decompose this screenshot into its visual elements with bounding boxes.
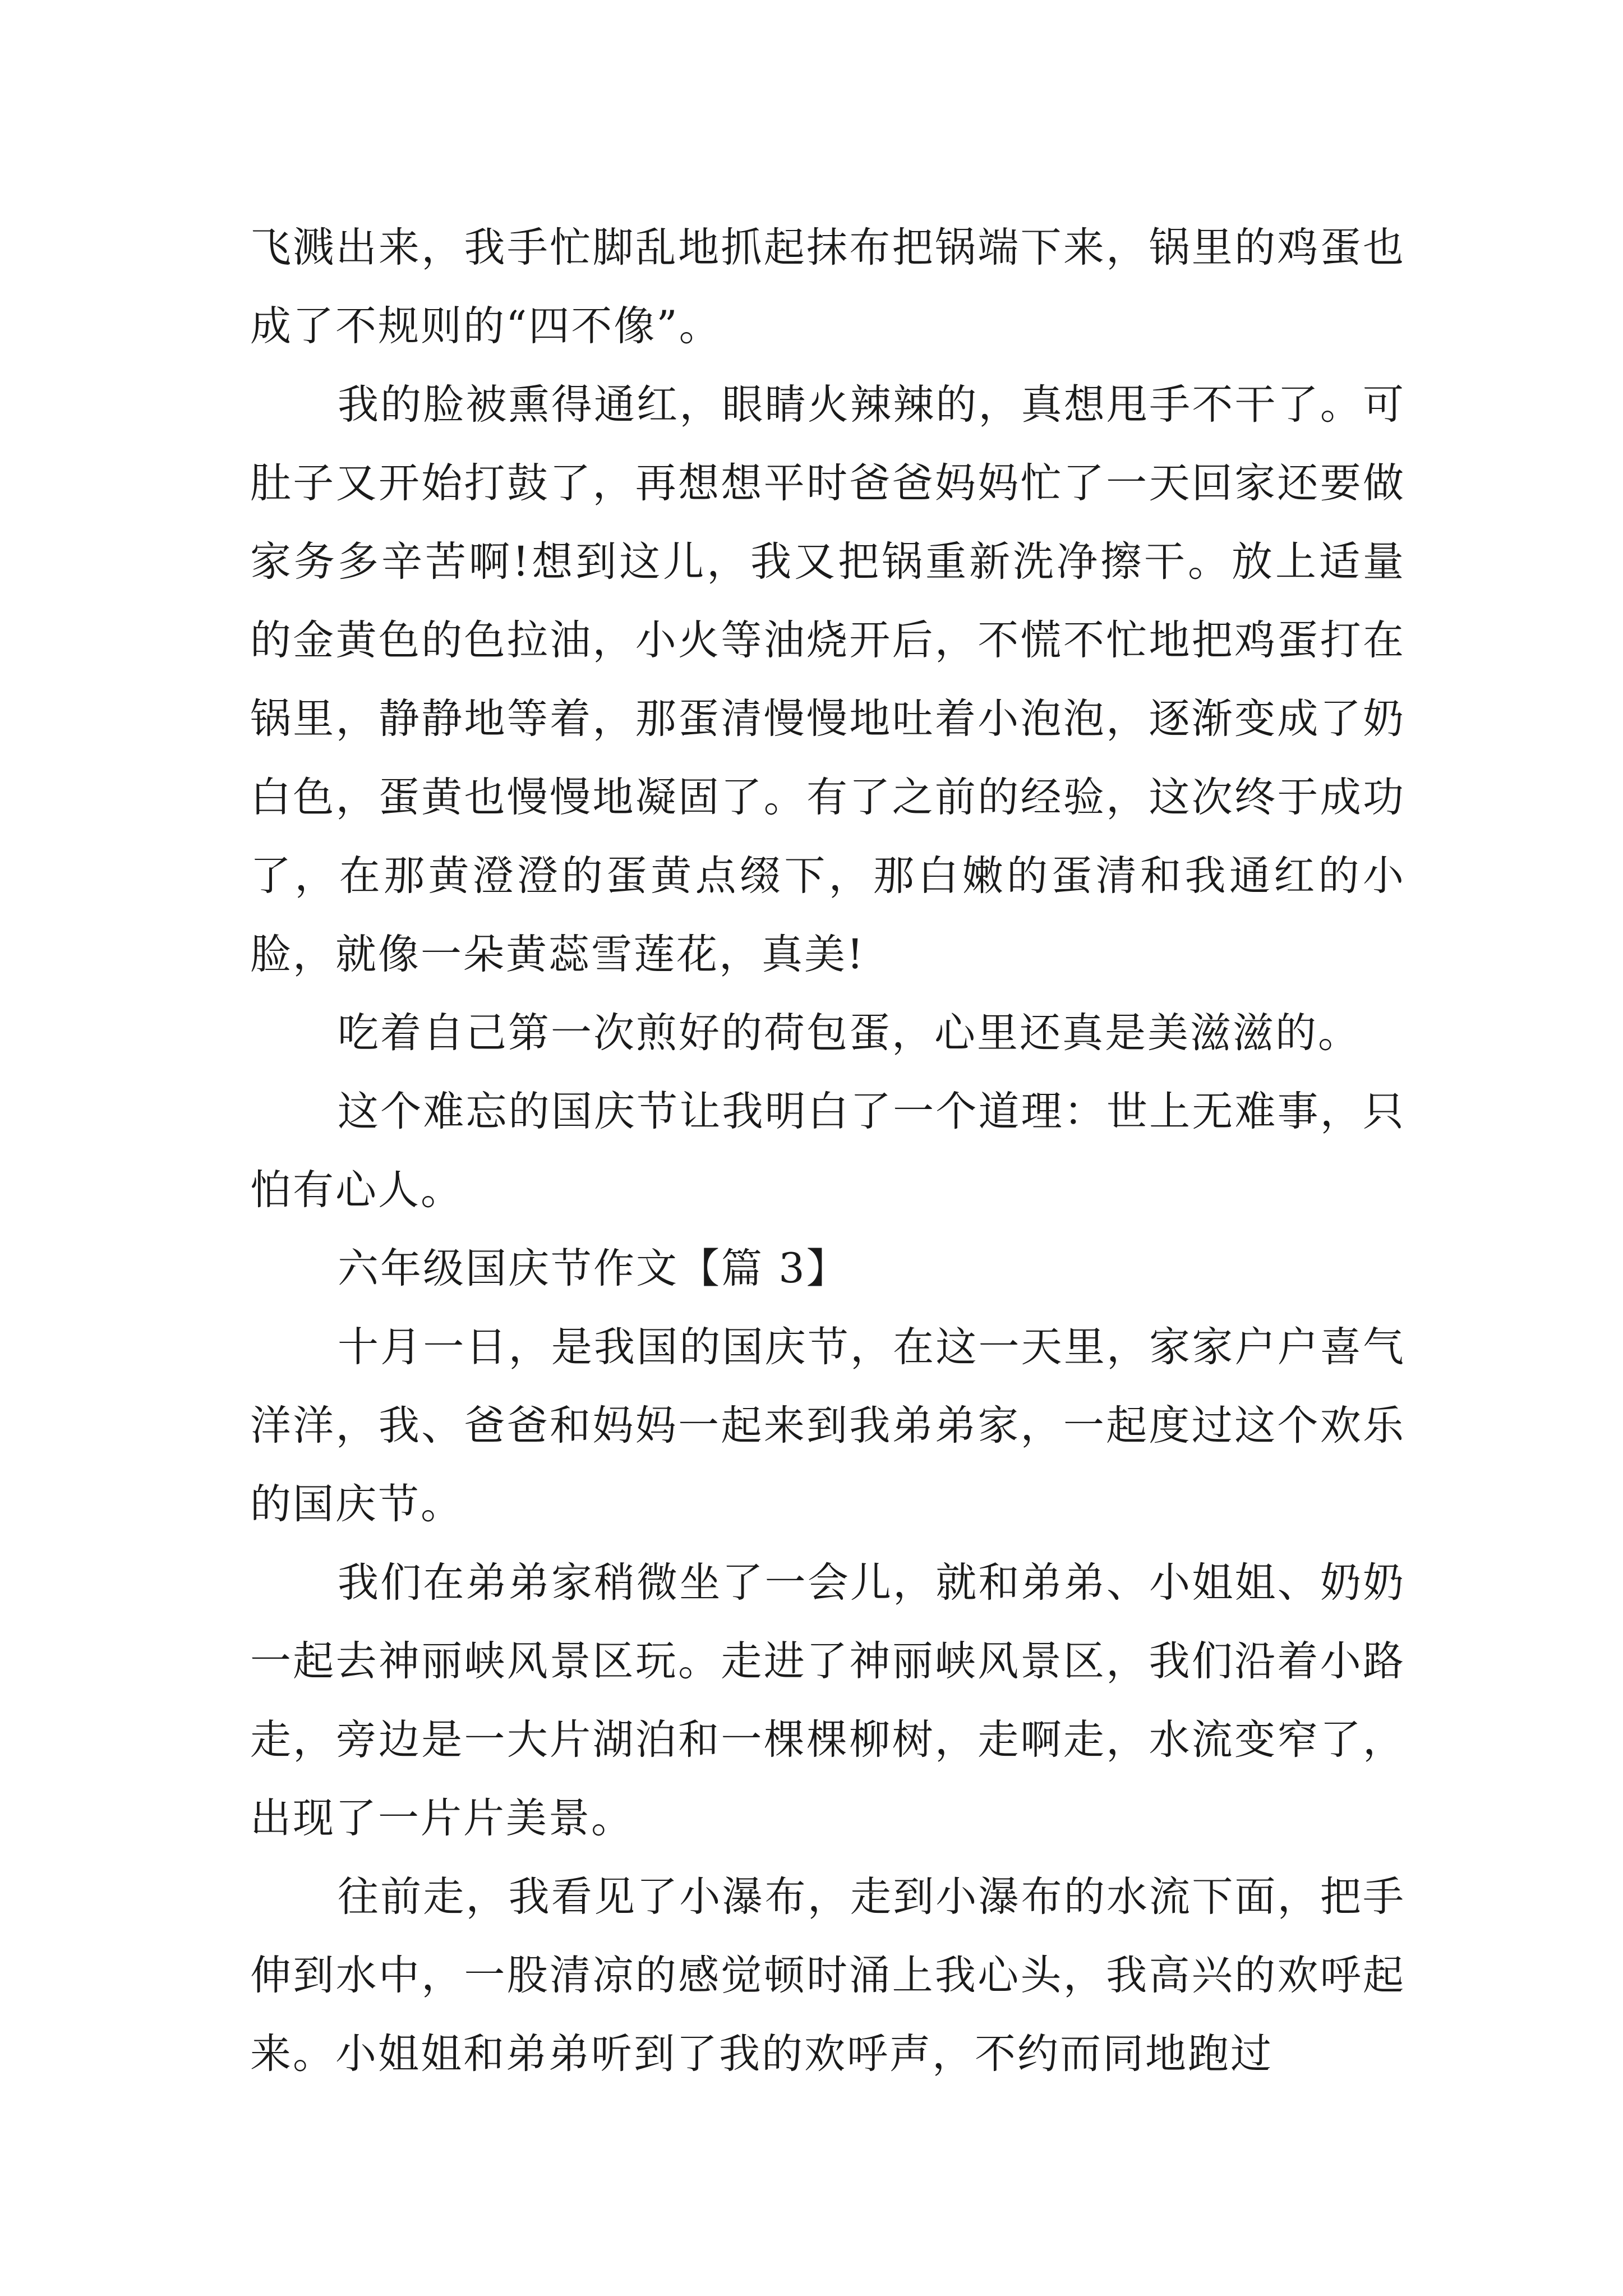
paragraph: 十月一日，是我国的国庆节，在这一天里，家家户户喜气洋洋，我、爸爸和妈妈一起来到我弟弟家，一起度过这个欢乐的国庆节。 bbox=[250, 1323, 1405, 1528]
paragraph-continued: 飞溅出来，我手忙脚乱地抓起抹布把锅端下来，锅里的鸡蛋也成了不规则的“四不像”。 bbox=[250, 224, 1405, 350]
paragraph: 吃着自己第一次煎好的荷包蛋，心里还真是美滋滋的。 bbox=[338, 1009, 1361, 1057]
paragraph: 往前走，我看见了小瀑布，走到小瀑布的水流下面，把手伸到水中，一股清凉的感觉顿时涌上我心头，我高兴的欢呼起来。小姐姐和弟弟听到了我的欢呼声，不约而同地跑过 bbox=[250, 1873, 1405, 2078]
paragraph: 我的脸被熏得通红，眼睛火辣辣的，真想甩手不干了。可肚子又开始打鼓了，再想想平时爸爸妈妈忙了一天回家还要做家务多辛苦啊!想到这儿，我又把锅重新洗净擦干。放上适量的金黄色的色拉油，小火等油烧开后，不慌不忙地把鸡蛋打在锅里，静静地等着，那蛋清慢慢地吐着小泡泡，逐渐变成了奶白色，蛋黄也慢慢地凝固了。有了之前的经验，这次终于成功了，在那黄澄澄的蛋黄点缀下，那白嫩的蛋清和我通红的小脸，就像一朵黄蕊雪莲花，真美! bbox=[250, 381, 1405, 978]
paragraph: 这个难忘的国庆节让我明白了一个道理：世上无难事，只怕有心人。 bbox=[250, 1088, 1405, 1214]
paragraph: 我们在弟弟家稍微坐了一会儿，就和弟弟、小姐姐、奶奶一起去神丽峡风景区玩。走进了神丽峡风景区，我们沿着小路走，旁边是一大片湖泊和一棵棵柳树，走啊走，水流变窄了，出现了一片片美景。 bbox=[250, 1559, 1405, 1842]
section-heading: 六年级国庆节作文【篇 3】 bbox=[338, 1245, 849, 1292]
essay-body bbox=[250, 209, 1405, 2093]
